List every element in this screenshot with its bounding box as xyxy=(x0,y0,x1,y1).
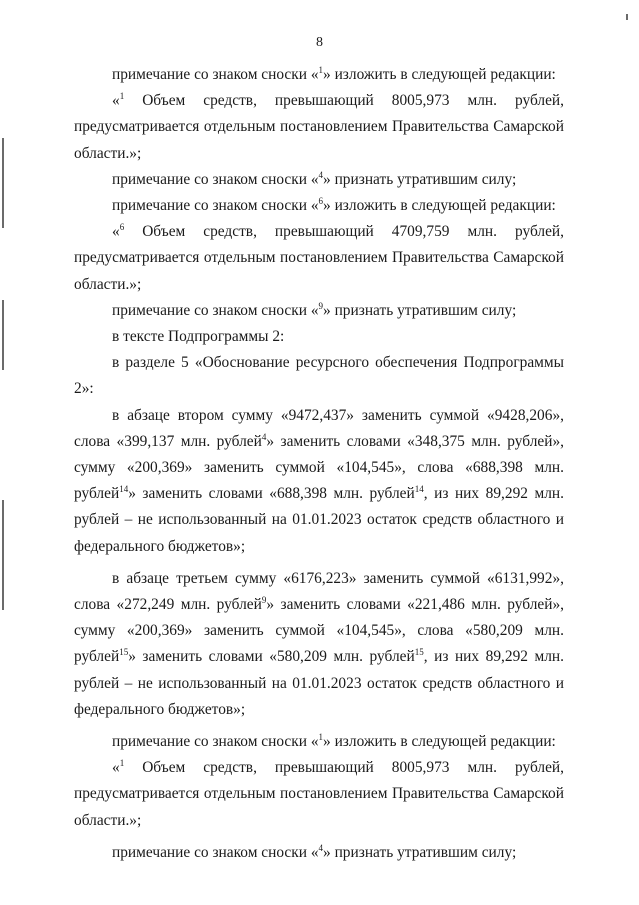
document-body xyxy=(74,62,564,866)
scan-artifact-mark xyxy=(626,14,628,20)
scan-artifact-mark xyxy=(2,500,4,610)
paragraph-footnote-4-repeal: примечание со знаком сноски «$^4$» признать утратившим силу; xyxy=(112,169,517,188)
paragraph-footnote-1-intro-repeat: примечание со знаком сноски «$^1$» изложить в следующей редакции: xyxy=(112,732,556,751)
paragraph-second-abzac: в абзаце втором сумму «9472,437» заменить суммой «9428,206», слова «399,137 млн. рублей$^4$» заменить словами «348,375 млн. рублей», сумму «200,369» заменить суммой «104,545», слова «688,398 млн. рублей$^{14}$» заменить словами «688,398 млн. рублей$^{14}$, из них 89,292 млн. рублей – не использованный на 01.01.2023 остаток средств областного и федерального бюджетов»; xyxy=(74,406,564,555)
page-number: 8 xyxy=(316,35,323,50)
paragraph-third-abzac: в абзаце третьем сумму «6176,223» заменить суммой «6131,992», слова «272,249 млн. рублей$^9$» заменить словами «221,486 млн. рублей», сумму «200,369» заменить суммой «104,545», слова «580,209 млн. рублей$^{15}$» заменить словами «580,209 млн. рублей$^{15}$, из них 89,292 млн. рублей – не использованный на 01.01.2023 остаток средств областного и федерального бюджетов»; xyxy=(74,569,564,718)
paragraph-subprogram-2-intro: в тексте Подпрограммы 2: xyxy=(112,328,285,346)
paragraph-footnote-6-text: «$^6$ Объем средств, превышающий 4709,759 млн. рублей, предусматривается отдельным постановлением Правительства Самарской области.»; xyxy=(74,222,564,293)
paragraph-footnote-1-intro: примечание со знаком сноски «$^1$» изложить в следующей редакции: xyxy=(112,65,556,83)
paragraph-footnote-6-intro: примечание со знаком сноски «$^6$» изложить в следующей редакции: xyxy=(112,196,556,215)
paragraph-footnote-1-text: «$^1$ Объем средств, превышающий 8005,973 млн. рублей, предусматривается отдельным постановлением Правительства Самарской области.»; xyxy=(74,91,564,162)
scan-artifact-mark xyxy=(2,300,4,370)
paragraph-footnote-1-text-repeat: «$^1$ Объем средств, превышающий 8005,973 млн. рублей, предусматривается отдельным постановлением Правительства Самарской области.»; xyxy=(74,758,564,829)
paragraph-footnote-4-repeal-repeat: примечание со знаком сноски «$^4$» признать утратившим силу; xyxy=(112,842,517,861)
scan-artifact-mark xyxy=(2,138,4,228)
paragraph-footnote-9-repeal: примечание со знаком сноски «$^9$» признать утратившим силу; xyxy=(112,300,517,319)
paragraph-section-5-heading: в разделе 5 «Обоснование ресурсного обеспечения Подпрограммы 2»: xyxy=(74,354,564,398)
